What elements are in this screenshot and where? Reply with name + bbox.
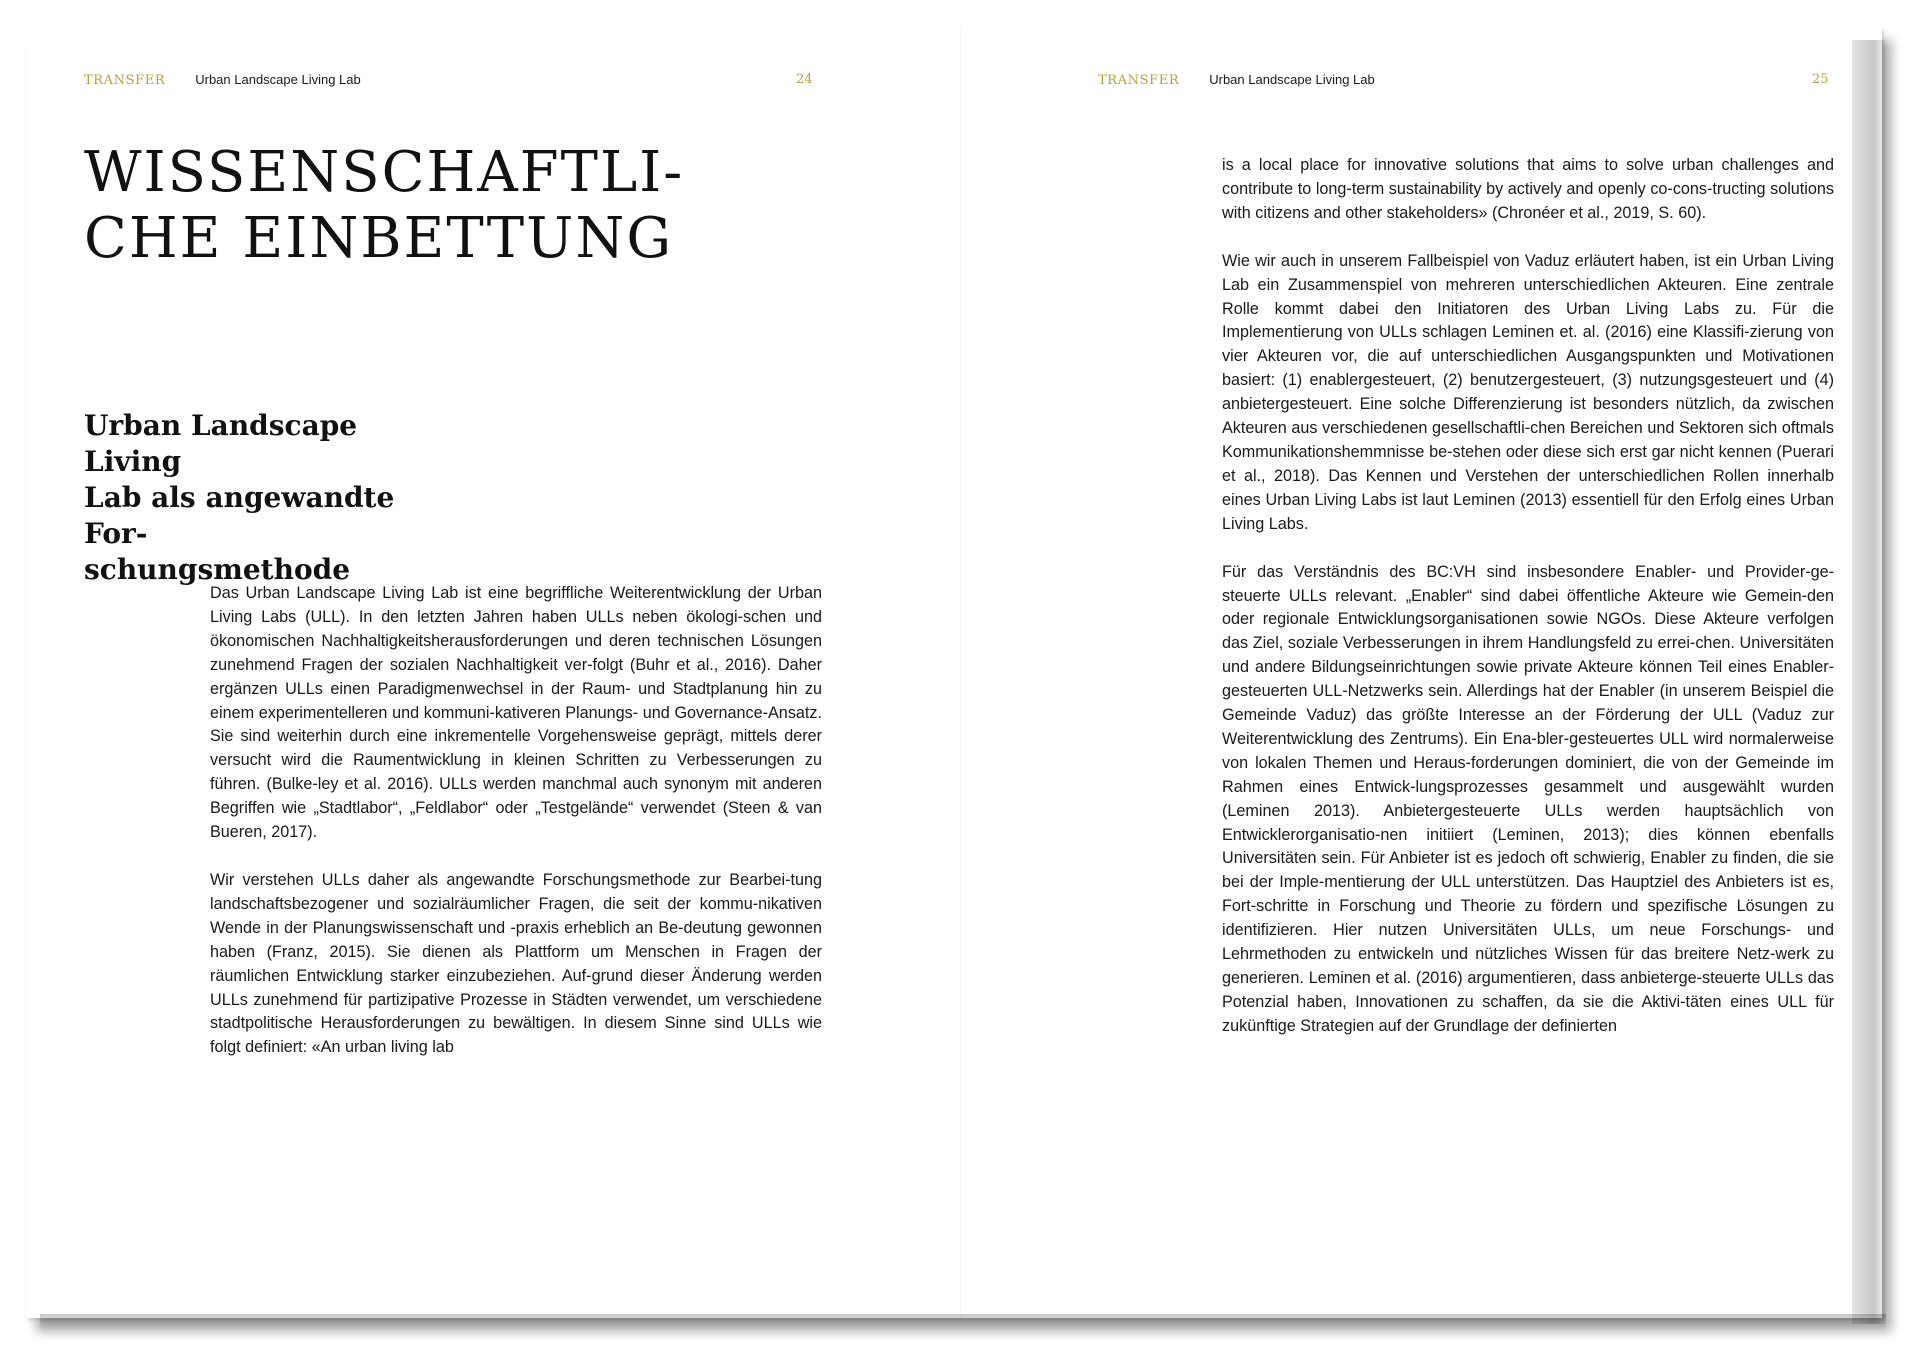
right-running-head bbox=[1098, 72, 1375, 92]
left-section-label: TRANSFER bbox=[84, 73, 166, 88]
right-paragraph-2: Wie wir auch in unserem Fallbeispiel von Vaduz erläutert haben, ist ein Urban Living Lab ein Zusammenspiel von mehreren unterschiedlichen Akteuren. Eine zentrale Rolle kommt dabei den Initiatoren des Urban Living Labs zu. Für die Implementierung von ULLs schlagen Leminen et. al. (2016) eine Klassifi-zierung von vier Akteuren vor, die auf unterschiedlichen Ausgangspunkten und Motivationen basiert: (1) enablergesteuert, (2) benutzergesteuert, (3) nutzungsgesteuert und (4) anbietergesteuert. Eine solche Differenzierung ist besonders nützlich, da zwischen Akteuren aus verschiedenen gesellschaftli-chen Bereichen und Sektoren sich oftmals Kommunikationshemmnisse be-stehen oder diese sich erst gar nicht kennen (Puerari et al., 2018). Das Kennen und Verstehen der unterschiedlichen Rollen innerhalb eines Urban Living Labs ist laut Leminen (2013) essentiell für den Erfolg eines Urban Living Labs. bbox=[1222, 251, 1834, 533]
right-section-label: TRANSFER bbox=[1098, 73, 1180, 88]
left-paragraph-1: Das Urban Landscape Living Lab ist eine begriffliche Weiterentwicklung der Urban Living Labs (ULL). In den letzten Jahren haben ULLs neben ökologi-schen und ökonomischen Nachhaltigkeitsherausforderungen und deren technischen Lösungen zunehmend Fragen der sozialen Nachhaltigkeit ver-folgt (Buhr et al., 2016). Daher ergänzen ULLs einen Paradigmenwechsel in der Raum- und Stadtplanung hin zu einem experimentelleren und kommuni-kativeren Planungs- und Governance-Ansatz. Sie sind weiterhin durch eine inkrementelle Vorgehensweise geprägt, mittels derer versucht wird die Raumentwicklung in kleinen Schritten zu Verbesserungen zu führen. (Bulke-ley et al. 2016). ULLs werden manchmal auch synonym mit anderen Begriffen wie „Stadtlabor“, „Feldlabor“ oder „Testgelände“ verwendet (Steen & van Bueren, 2017). bbox=[210, 584, 822, 842]
left-page-number: 24 bbox=[796, 72, 813, 87]
chapter-title: WISSENSCHAFTLI- CHE EINBETTUNG bbox=[84, 140, 685, 271]
left-paragraph-2: Wir verstehen ULLs daher als angewandte Forschungsmethode zur Bearbei-tung landschaftsbezogener und sozialräumlicher Fragen, die seit der kommu-nikativen Wende in der Planungswissenschaft und -praxis erheblich an Be-deutung gewonnen haben (Franz, 2015). Sie dienen als Plattform um Menschen in Fragen der räumlichen Entwicklung starker einzubeziehen. Auf-grund dieser Änderung werden ULLs zunehmend für partizipative Prozesse in Städten verwendet, um verschiedene stadtpolitische Herausforderungen zu bewältigen. In diesem Sinne sind ULLs wie folgt definiert: «An urban living lab bbox=[210, 870, 822, 1057]
right-paragraph-3: Für das Verständnis des BC:VH sind insbesondere Enabler- und Provider-ge-steuerte ULLs relevant. „Enabler“ sind dabei öffentliche Akteure wie Gemein-den oder regionale Entwicklungsorganisationen sowie NGOs. Diese Akteure verfolgen das Ziel, soziale Verbesserungen in ihrem Handlungsfeld zu errei-chen. Universitäten und andere Bildungseinrichtungen sowie private Akteure können Teil eines Enabler-gesteuerten ULL-Netzwerks sein. Allerdings hat der Enabler (in unserem Beispiel die Gemeinde Vaduz) das größte Interesse an der Förderung der ULL (Vaduz zur Weiterentwicklung des Zentrums). Ein Ena-bler-gesteuertes ULL wird normalerweise von lokalen Themen und Heraus-forderungen dominiert, die von der Gemeinde im Rahmen eines Entwick-lungsprozesses gesammelt und ausgewählt wurden (Leminen 2013). Anbietergesteuerte ULLs werden hauptsächlich von Entwicklerorganisatio-nen initiiert (Leminen, 2013); dies können ebenfalls Universitäten sein. Für Anbieter ist es jedoch oft schwierig, Enabler zu finden, die sie bei der Imple-mentierung der ULL unterstützen. Das Hauptziel des Anbieters ist es, Fort-schritte in Forschung und Theorie zu fördern und spezifische Lösungen zu identifizieren. Hier nutzen Universitäten ULLs, um neue Forschungs- und Lehrmethoden zu entwickeln und nützliches Wissen für das breitere Netz-werk zu generieren. Leminen et al. (2016) argumentieren, dass anbieterge-steuerte ULLs das Potenzial haben, Innovationen zu schaffen, da sie die Aktivi-täten eines ULL für zukünftige Strategien auf der Grundlage der definierten bbox=[1222, 562, 1834, 1035]
right-paragraph-1: is a local place for innovative solutions that aims to solve urban challenges and contribute to long-term sustainability by actively and openly co-cons-tructing solutions with citizens and other stakeholders» (Chronéer et al., 2019, S. 60). bbox=[1222, 156, 1834, 222]
right-body-column bbox=[1222, 154, 1834, 1039]
section-subtitle: Urban Landscape Living Lab als angewandte For- schungsmethode bbox=[84, 409, 395, 586]
right-page-number: 25 bbox=[1812, 72, 1829, 87]
book-spine bbox=[960, 26, 961, 1318]
right-running-title: Urban Landscape Living Lab bbox=[1209, 72, 1375, 87]
left-body-column bbox=[210, 582, 822, 1060]
left-running-head bbox=[84, 72, 361, 92]
left-running-title: Urban Landscape Living Lab bbox=[195, 72, 361, 87]
